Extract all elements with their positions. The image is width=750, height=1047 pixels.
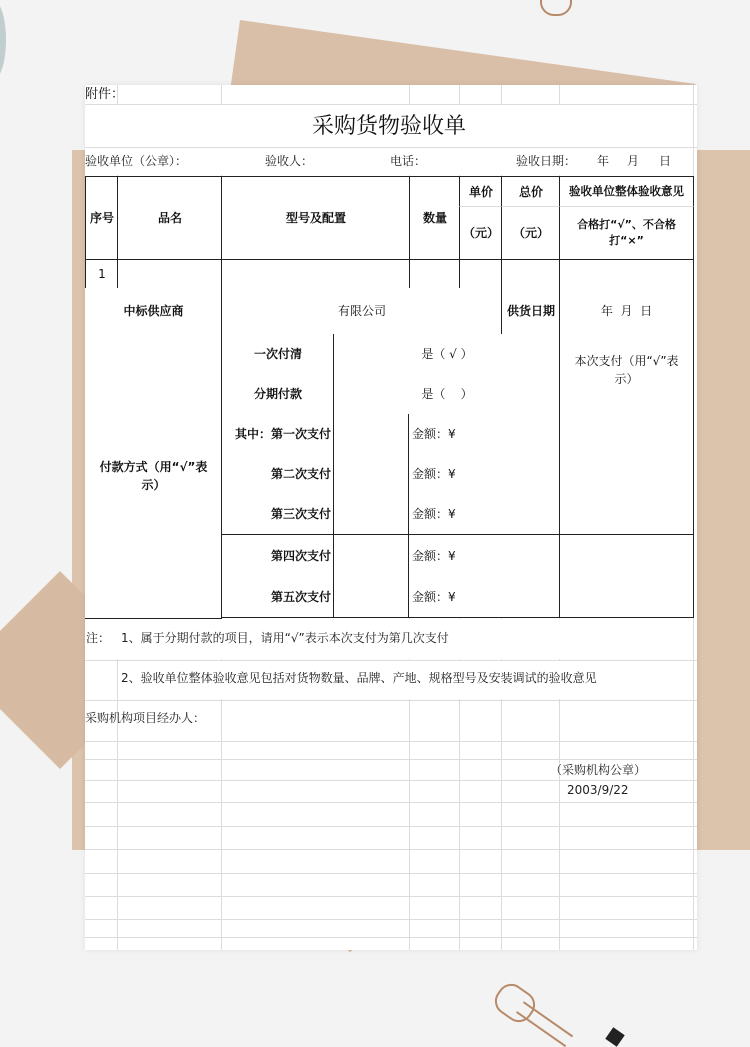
installment-2-mark[interactable] (333, 454, 409, 495)
installment-2-label: 第二次支付 (221, 454, 334, 495)
header-total-price: 总价 (501, 176, 560, 206)
installment-4-current[interactable] (559, 535, 694, 577)
acceptance-unit-label: 验收单位（公章）： (85, 154, 188, 168)
row-model-field[interactable] (221, 260, 410, 289)
installment-2-amount[interactable]: 金额：¥ (408, 454, 560, 495)
date-month: 月 (627, 154, 640, 168)
paper-clip-icon (540, 0, 572, 16)
delivery-date-label: 供货日期 (501, 288, 560, 335)
current-payment-note: 本次支付（用“√”表示） (559, 334, 694, 415)
installment-4-label: 第四次支付 (221, 535, 334, 577)
installment-1-label: 其中：第一次支付 (221, 414, 334, 455)
row-qty-field[interactable] (409, 260, 460, 289)
acceptance-date-label: 验收日期： (516, 154, 577, 168)
row-total-price-field[interactable] (501, 260, 560, 289)
phone-label: 电话： (390, 154, 427, 168)
delivery-date-value[interactable]: 年 月 日 (559, 288, 694, 335)
notes-label: 注： (86, 631, 111, 645)
payment-method-label: 付款方式（用“√”表示） (85, 334, 222, 619)
installment-3-amount[interactable]: 金额：¥ (408, 494, 560, 535)
header-total-price-unit: （元） (501, 206, 560, 260)
row-name-field[interactable] (117, 260, 222, 289)
header-unit-price: 单价 (459, 176, 502, 206)
installment-1-amount[interactable]: 金额：¥ (408, 414, 560, 455)
acceptance-form-sheet (85, 85, 697, 950)
installment-5-label: 第五次支付 (221, 576, 334, 618)
procurement-handler-label: 采购机构项目经办人： (85, 711, 206, 725)
header-qty: 数量 (409, 176, 460, 260)
installment-4-amount[interactable]: 金额：¥ (408, 535, 560, 577)
installment-3-current[interactable] (559, 494, 694, 535)
installment-label: 分期付款 (221, 374, 334, 415)
installment-checkbox[interactable]: 是（ ） (333, 374, 560, 415)
installment-1-current[interactable] (559, 414, 694, 455)
note-item-2: 2、验收单位整体验收意见包括对货物数量、品牌、产地、规格型号及安装调试的验收意见 (121, 671, 597, 685)
date-day: 日 (659, 154, 672, 168)
header-model: 型号及配置 (221, 176, 410, 260)
one-time-label: 一次付清 (221, 334, 334, 375)
seal-label: （采购机构公章） (550, 763, 647, 777)
attachment-label: 附件： (85, 86, 125, 102)
installment-1-mark[interactable] (333, 414, 409, 455)
row-unit-price-field[interactable] (459, 260, 502, 289)
installment-3-mark[interactable] (333, 494, 409, 535)
installment-3-label: 第三次支付 (221, 494, 334, 535)
binder-clip-body (605, 1027, 624, 1046)
header-seq: 序号 (85, 176, 118, 260)
date-year: 年 (597, 154, 610, 168)
header-unit-price-unit: （元） (459, 206, 502, 260)
installment-5-amount[interactable]: 金额：¥ (408, 576, 560, 618)
background-leaf (0, 0, 6, 80)
note-item-1: 1、属于分期付款的项目，请用“√”表示本次支付为第几次支付 (121, 631, 449, 645)
header-name: 品名 (117, 176, 222, 260)
installment-5-mark[interactable] (333, 576, 409, 618)
supplier-label: 中标供应商 (85, 288, 222, 335)
seal-date: 2003/9/22 (567, 783, 629, 797)
header-opinion-title: 验收单位整体验收意见 (559, 176, 694, 206)
receiver-label: 验收人： (265, 154, 314, 168)
binder-clip-arm (516, 1001, 573, 1047)
installment-4-mark[interactable] (333, 535, 409, 577)
one-time-checkbox[interactable]: 是（ √ ） (333, 334, 560, 375)
supplier-value[interactable]: 有限公司 (221, 288, 502, 335)
installment-2-current[interactable] (559, 454, 694, 495)
header-opinion-note: 合格打“√”、不合格打“×” (559, 206, 694, 260)
row-seq: 1 (85, 260, 118, 289)
row-opinion-field[interactable] (559, 260, 694, 289)
installment-5-current[interactable] (559, 576, 694, 618)
page-title: 采购货物验收单 (85, 105, 693, 147)
